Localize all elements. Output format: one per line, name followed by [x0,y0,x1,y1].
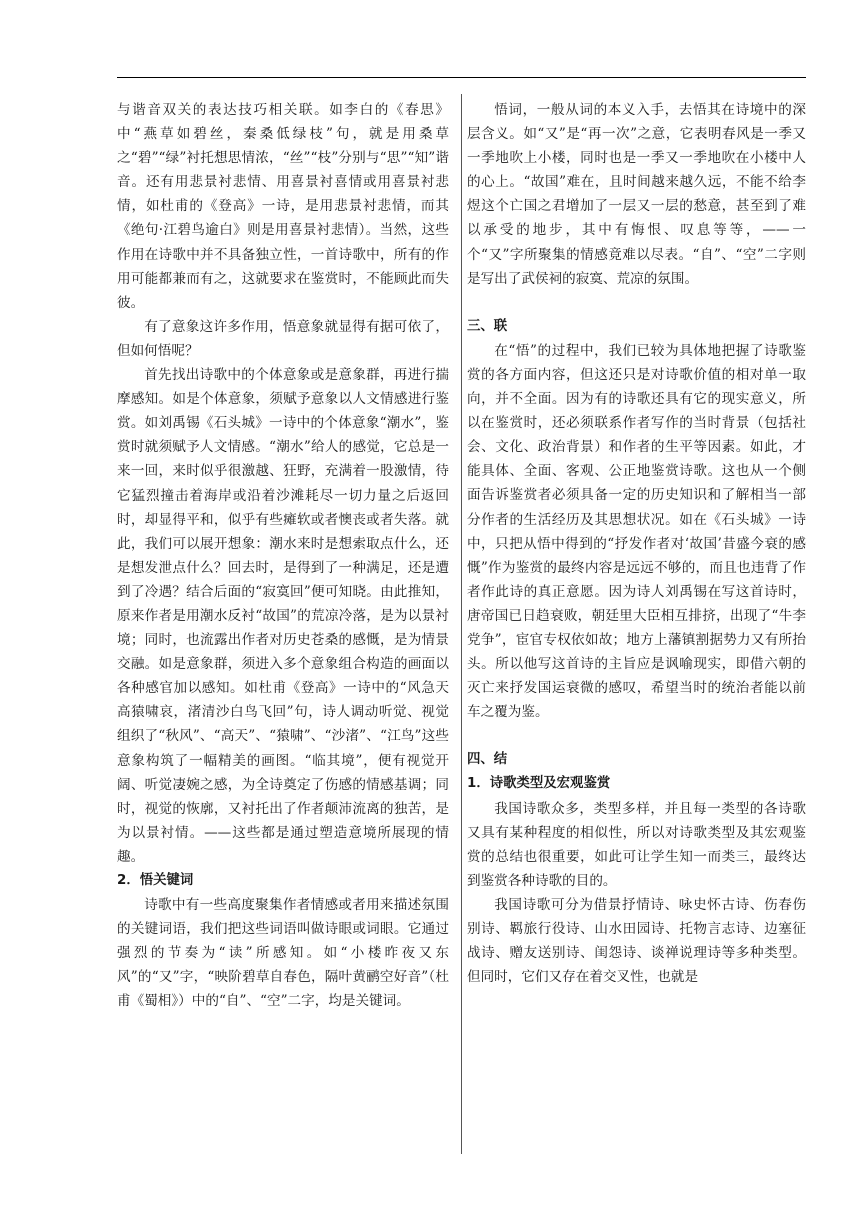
paragraph: 我国诗歌可分为借景抒情诗、咏史怀古诗、伤春伤别诗、羁旅行役诗、山水田园诗、托物言志诗、边塞征战诗、赠友送别诗、闺怨诗、谈禅说理诗等多种类型。但同时，它们又存在着交叉性，也就是 [467,896,806,986]
paragraph: 诗歌中有一些高度聚集作者情感或者用来描述氛围的关键词语，我们把这些词语叫做诗眼或词眼。它通过强烈的节奏为“读”所感知。如“小楼昨夜又东风”的“又”字，“映阶碧草自春色，隔叶黄鹂空好音”（杜甫《蜀相》）中的“自”、“空”二字，均是关键词。 [117,897,449,1010]
paragraph: 悟词，一般从词的本义入手，去悟其在诗境中的深层含义。如“又”是“再一次”之意，它表明春风是一季又一季地吹上小楼，同时也是一季又一季地吹在小楼中人的心上。“故国”难在，且时间越来越久远，不能不给李煜这个亡国之君增加了一层又一层的愁意，甚至到了难以承受的地步，其中有悔恨、叹息等等，——一个“又”字所聚集的情感竟难以尽表。“自”、“空”二字则是写出了武侯祠的寂寞、荒凉的氛围。 [467,102,806,287]
header-rule [117,77,806,78]
paragraph: 在“悟”的过程中，我们已较为具体地把握了诗歌鉴赏的各方面内容，但这还只是对诗歌价值的相对单一取向，并不全面。因为有的诗歌还具有它的现实意义，所以在鉴赏时，还必须联系作者写作的当时背景（包括社会、文化、政治背景）和作者的生平等因素。如此，才能具体、全面、客观、公正地鉴赏诗歌。这也从一个侧面告诉鉴赏者必须具备一定的历史知识和了解相当一部分作者的生活经历及其思想状况。如在《石头城》一诗中，只把从悟中得到的“抒发作者对‘故国’昔盛今衰的感慨”作为鉴赏的最终内容是远远不够的，而且也违背了作者作此诗的真正意愿。因为诗人刘禹锡在写这首诗时，唐帝国已日趋衰败，朝廷里大臣相互排挤，出现了“牛李党争”，宦官专权依如故；地方上藩镇割据势力又有所抬头。所以他写这首诗的主旨应是讽喻现实，即借六朝的灭亡来抒发国运衰微的感叹，希望当时的统治者能以前车之覆为鉴。 [467,342,806,721]
right-column [467,98,806,989]
paragraph: 有了意象这许多作用，悟意象就显得有据可依了，但如何悟呢？ [117,318,449,359]
paragraph: 首先找出诗歌中的个体意象或是意象群，再进行揣摩感知。如是个体意象，须赋予意象以人文情感进行鉴赏。如刘禹锡《石头城》一诗中的个体意象“潮水”，鉴赏时就须赋予人文情感。“潮水”给人的感觉，它总是一来一回，来时似乎很激越、狂野，充满着一股激情，待它猛烈撞击着海岸或沿着沙滩耗尽一切力量之后返回时，却显得平和，似乎有些瘫软或者懊丧或者失落。就此，我们可以展开想象：潮水来时是想索取点什么，还是想发泄点什么？回去时，是得到了一种满足，还是遭到了冷遇？结合后面的“寂寞回”便可知晓。由此推知，原来作者是用潮水反衬“故国”的荒凉冷落，是为以景衬境；同时，也流露出作者对历史苍桑的感慨，是为情景交融。如是意象群，须进入多个意象组合构造的画面以各种感官加以感知。如杜甫《登高》一诗中的“风急天高猿啸哀，渚清沙白鸟飞回”句，诗人调动听觉、视觉组织了“秋风”、“高天”、“猿啸”、“沙渚”、“江鸟”这些意象构筑了一幅精美的画图。“临其境”，便有视觉开阔、听觉凄婉之感，为全诗奠定了伤感的情感基调；同时，视觉的恢廓，又衬托出了作者颠沛流离的独苦，是为以景衬情。——这些都是通过塑造意境所展现的情趣。 [117,367,449,865]
section-heading: 2．悟关键词 [117,873,194,888]
paragraph: 我国诗歌众多，类型多样，并且每一类型的各诗歌又具有某种程度的相似性，所以对诗歌类型及其宏观鉴赏的总结也很重要，如此可让学生知一而类三，最终达到鉴赏各种诗歌的目的。 [467,800,806,889]
left-column [117,98,449,1014]
subsection-heading: 1．诗歌类型及宏观鉴赏 [467,776,611,792]
column-divider [461,94,462,1154]
section-heading: 三、联 [467,318,508,334]
paragraph: 与谐音双关的表达技巧相关联。如李白的《春思》中“燕草如碧丝，秦桑低绿枝”句，就是用桑草之“碧”“绿”衬托想思情浓，“丝”“枝”分别与“思”“知”谐音。还有用悲景衬悲情、用喜景衬喜情或用喜景衬悲情，如杜甫的《登高》一诗，是用悲景衬悲情，而其《绝句·江碧鸟逾白》则是用喜景衬悲情）。当然，这些作用在诗歌中并不具备独立性，一首诗歌中，所有的作用可能都兼而有之，这就要求在鉴赏时，不能顾此而失彼。 [117,102,449,311]
spacer [467,724,806,748]
section-heading: 四、结 [467,752,508,768]
spacer [467,291,806,315]
